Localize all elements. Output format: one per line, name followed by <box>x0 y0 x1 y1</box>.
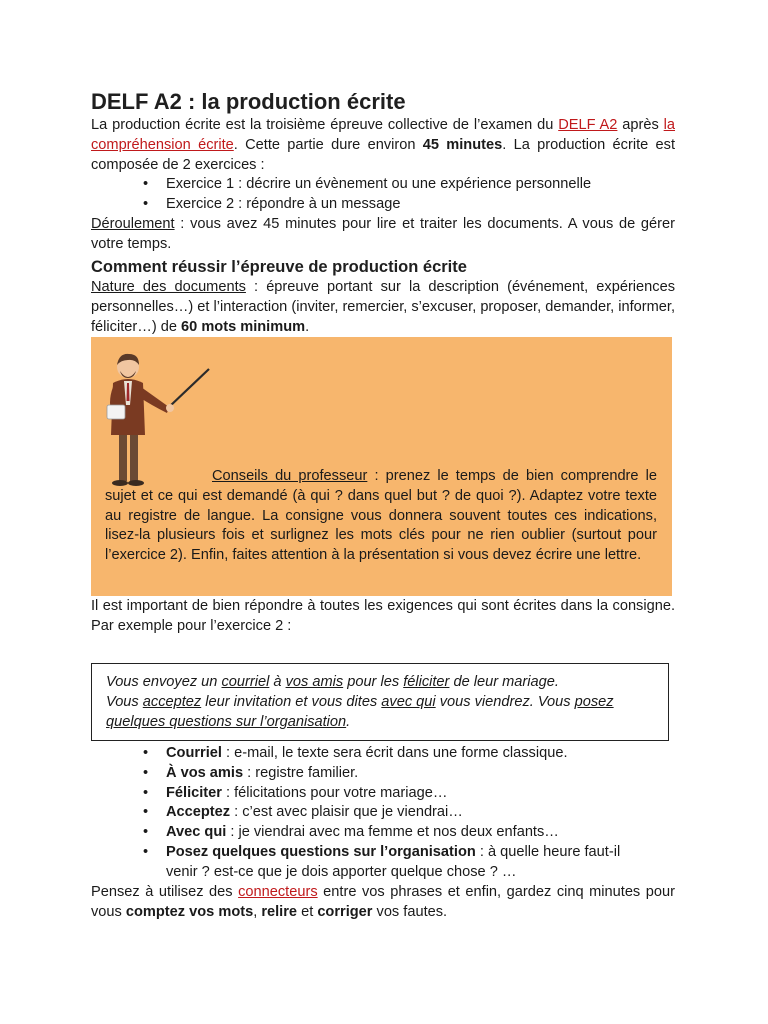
closing-text: , <box>253 903 262 920</box>
keyword-desc: : c’est avec plaisir que je viendrai… <box>230 804 463 821</box>
keyword-underlined: courriel <box>221 674 270 690</box>
keyword-desc: : à quelle heure faut-il venir ? est-ce que je dois apporter quelque chose ? … <box>166 843 621 880</box>
list-item: • Exercice 1 : décrire un évènement ou une expérience personnelle <box>91 175 675 195</box>
tip-box <box>91 337 672 596</box>
consigne-text: Vous envoyez un <box>106 674 222 690</box>
list-item <box>91 744 675 764</box>
deroulement-paragraph <box>91 215 675 255</box>
closing-text: Pensez à utilisez des <box>91 884 239 900</box>
nature-label: Nature des documents <box>91 279 246 295</box>
nature-text: : épreuve portant sur la description (événement, expériences personnelles…) et l’interaction (inviter, remercier, s’excuser, proposer, demander, informer, féliciter…) de <box>91 279 676 335</box>
conseils-paragraph <box>105 467 657 566</box>
consigne-text: à <box>269 674 286 690</box>
comprehension-ecrite-link[interactable]: la compréhension écrite <box>91 117 676 153</box>
list-item <box>91 764 675 784</box>
list-item: • Exercice 2 : répondre à un message <box>91 195 675 215</box>
keyword-term: Avec qui <box>166 824 227 841</box>
keyword-underlined: posez quelques questions sur l’organisation <box>106 693 614 730</box>
consigne-box <box>91 663 669 741</box>
duration-bold: 45 minutes <box>422 136 503 153</box>
consigne-text: Vous <box>106 693 143 710</box>
closing-text: entre vos phrases et enfin, gardez cinq minutes pour vous <box>91 884 675 920</box>
consigne-text: vous viendrez. Vous <box>435 693 575 710</box>
exercise-list <box>91 175 675 215</box>
keyword-term: Acceptez <box>166 804 231 821</box>
list-item <box>91 803 675 823</box>
consigne-text: . <box>346 713 351 730</box>
intro-text: La production écrite est la troisième épreuve collective de l’examen du <box>91 117 559 133</box>
closing-bold: corriger <box>317 903 373 920</box>
consigne-text: de leur mariage. <box>449 674 559 690</box>
intro-text: . La production écrite est composée de 2 exercices : <box>91 136 675 173</box>
closing-bold: comptez vos mots <box>125 903 254 920</box>
keyword-underlined: vos amis <box>285 674 344 690</box>
list-item <box>91 784 675 804</box>
keyword-underlined: acceptez <box>142 693 202 710</box>
keyword-underlined: féliciter <box>403 674 450 690</box>
keyword-term: Féliciter <box>166 784 222 801</box>
list-item <box>91 843 675 883</box>
keyword-desc: : registre familier. <box>243 764 359 781</box>
consigne-text: pour les <box>343 674 404 690</box>
keyword-list <box>91 744 675 883</box>
keyword-term: Courriel <box>166 745 222 761</box>
closing-text: vos fautes. <box>372 903 448 920</box>
section-heading: Comment réussir l’épreuve de production écrite <box>91 258 467 276</box>
conseils-text: : prenez le temps de bien comprendre le sujet et ce qui est demandé (à qui ? dans quel but ? de quoi ?). Adaptez votre texte au registre de langue. La consigne vous donnera souvent toutes ces indications, lisez-la plusieurs fois et surlignez les mots clés pour ne rien oublier (surtout pour l’exercice 2). Enfin, faites attention à la présentation si vous devez écrire une lettre. <box>105 468 657 564</box>
intro-text: . Cette partie dure environ <box>233 136 423 153</box>
keyword-underlined: avec qui <box>381 693 436 710</box>
conseils-label: Conseils du professeur <box>212 468 368 484</box>
closing-paragraph <box>91 883 675 923</box>
closing-text: et <box>297 903 318 920</box>
keyword-desc: : je viendrai avec ma femme et nos deux enfants… <box>226 824 559 841</box>
consigne-text: leur invitation et vous dites <box>201 693 382 710</box>
teacher-illustration <box>101 345 219 487</box>
delf-a2-link[interactable]: DELF A2 <box>558 117 618 133</box>
min-words-bold: 60 mots minimum <box>181 318 306 335</box>
deroulement-text: : vous avez 45 minutes pour lire et traiter les documents. A vous de gérer votre temps. <box>91 216 675 252</box>
deroulement-label: Déroulement <box>91 216 175 232</box>
intro-text: après <box>617 117 664 133</box>
nature-end: . <box>305 318 310 335</box>
connecteurs-link[interactable]: connecteurs <box>238 884 318 900</box>
nature-paragraph <box>91 278 675 337</box>
page-title: DELF A2 : la production écrite <box>91 89 406 114</box>
keyword-desc: : e-mail, le texte sera écrit dans une forme classique. <box>221 745 568 761</box>
important-paragraph: Il est important de bien répondre à toutes les exigences qui sont écrites dans la consigne. Par exemple pour l’exercice 2 : <box>91 598 675 634</box>
keyword-term: À vos amis <box>166 764 244 781</box>
closing-bold: relire <box>261 903 298 920</box>
keyword-term: Posez quelques questions sur l’organisation <box>166 843 476 860</box>
list-item <box>91 823 675 843</box>
intro-paragraph <box>91 116 675 175</box>
keyword-desc: : félicitations pour votre mariage… <box>221 784 448 801</box>
